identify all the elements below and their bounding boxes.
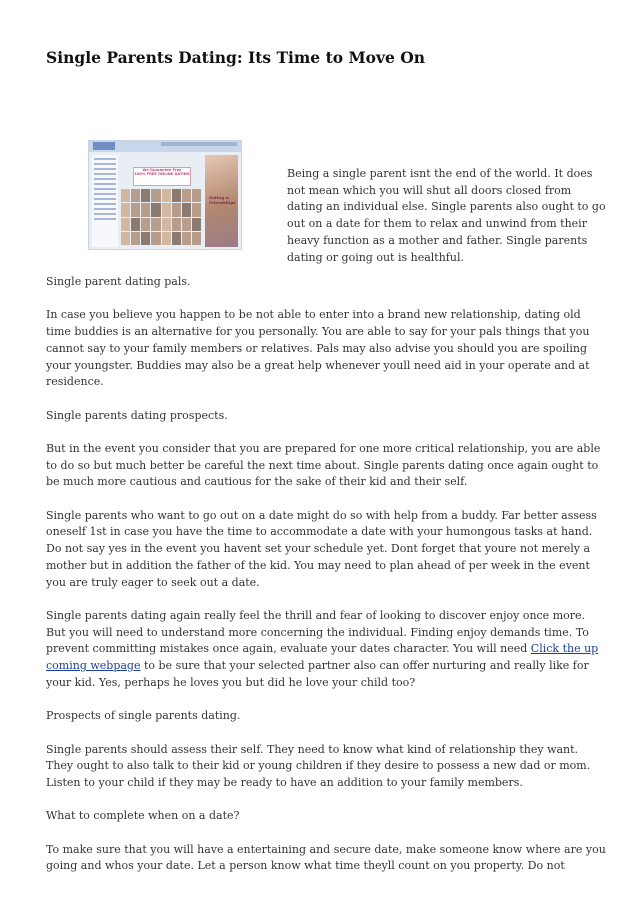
ad-line: 100% FREE ONLINE DATING <box>134 172 190 177</box>
paragraph: Prospects of single parents dating. <box>46 709 241 723</box>
paragraph: To make sure that you will have a entertaining and secure date, make someone know where are you going and whos your date. Let a person know what time theyll count on you property. Do not <box>46 842 606 873</box>
page-title: Single Parents Dating: Its Time to Move On <box>46 48 425 67</box>
article-body <box>46 274 606 892</box>
couple-photo <box>205 155 238 247</box>
paragraph: But in the event you consider that you are prepared for one more critical relationship, you are able to do so but much better be careful the next time about. Single parents dating once again ought to be much more cautious and cautious for the sake of their kid and their self. <box>46 441 601 489</box>
click-the-up-coming-webpage-link[interactable]: Click the up coming webpage <box>46 642 599 673</box>
paragraph: In case you believe you happen to be not able to enter into a brand new relationship, dating old time buddies is an alternative for you personally. You are able to say for your pals things that you cannot say to your family members or relatives. Pals may also advise you should you are spoiling your youngster. Buddies may also be a great help whenever youll need aid in your operate and at residence. <box>46 308 590 389</box>
paragraph: What to complete when on a date? <box>46 809 240 823</box>
intro-paragraph: Being a single parent isnt the end of the world. It does not mean which you will shut all doors closed from dating an individual else. Single parents also ought to go out on a date for them to relax and unwind from their heavy function as a mother and father. Single parents dating or going out is healthful. <box>287 167 606 264</box>
profile-photo-grid <box>121 189 201 245</box>
link-trail-text: to be sure that your selected partner also can offer nurturing and really like for your kid. Yes, perhaps he loves you but did he love your child too? <box>46 659 589 689</box>
paragraph: Single parents who want to go out on a date might do so with help from a buddy. Far better assess oneself 1st in case you have the time to accommodate a date with your humongous tasks at hand. Do not say yes in the event you havent set your schedule yet. Dont forget that youre not merely a mother but in addition the father of the kid. You may need to plan ahead of per week in the event you are truly eager to seek out a date. <box>46 508 597 589</box>
ad-line: We Guarantee Free <box>142 168 182 172</box>
link-lead-text: Single parents dating again really feel the thrill and fear of looking to discover enjoy once more. But you will need to understand more concerning the individual. Finding enjoy demands time. To prevent committing mistakes once again, evaluate your dates character. You will need <box>46 608 589 656</box>
site-logo <box>93 142 115 150</box>
site-sidebar <box>92 155 118 247</box>
dating-site-screenshot-image <box>88 140 242 250</box>
site-ad-box <box>133 167 191 186</box>
photo-caption: Dating & Friendships <box>209 195 236 205</box>
site-banner <box>161 142 237 146</box>
paragraph: Single parent dating pals. <box>46 275 191 288</box>
paragraph-with-link <box>46 608 606 692</box>
paragraph: Single parents dating prospects. <box>46 408 228 422</box>
paragraph: Single parents should assess their self. They need to know what kind of relationship they want. They ought to also talk to their kid or young children if they desire to possess a new dad or mom. Listen to your child if they may be ready to have an addition to your family members. <box>46 742 591 789</box>
